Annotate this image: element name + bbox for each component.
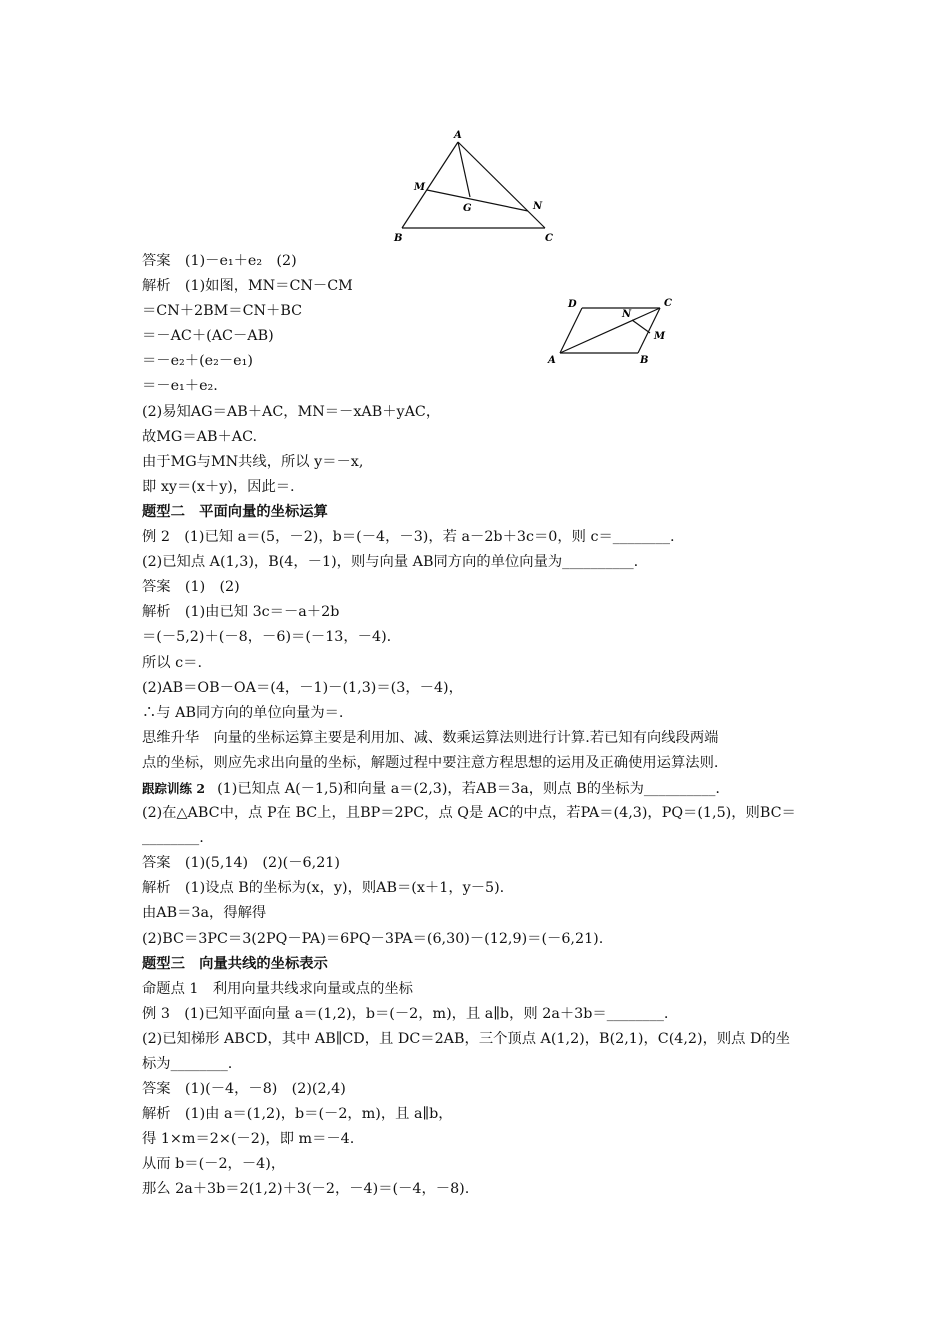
text-line: [142, 651, 822, 676]
line-text: 由于MG与MN共线，所以 y＝－x,: [142, 453, 364, 470]
label-a: A: [548, 355, 556, 366]
section-heading: [142, 952, 822, 977]
label-a: A: [454, 130, 462, 141]
label-b: B: [394, 233, 403, 244]
edge-ca: [458, 142, 545, 228]
line-text: (2)已知点 A(1,3)，B(4，－1)，则与向量 AB同方向的单位向量为__________.: [142, 554, 639, 571]
line-text: ＝－e₂＋(e₂－e₁): [142, 353, 253, 370]
text-line: [142, 851, 822, 876]
label-c: C: [545, 233, 553, 244]
exercise-tag: 跟踪训练 2: [142, 780, 206, 796]
text-line: [142, 1127, 822, 1152]
text-line: [142, 1002, 822, 1027]
line-text: (2)在△ABC中，点 P在 BC上，且BP＝2PC，点 Q是 AC的中点，若PA＝(4,3)，PQ＝(1,5)，则BC＝: [142, 805, 796, 822]
line-text: ＝－e₁＋e₂.: [142, 378, 218, 395]
text-line: [142, 299, 822, 324]
line-text: 答案 (1)－e₁＋e₂ (2): [142, 253, 297, 269]
text-line: [142, 776, 822, 801]
line-text: 题型三 向量共线的坐标表示: [142, 955, 328, 972]
line-text: ∴与 AB同方向的单位向量为＝.: [142, 704, 344, 721]
label-n: N: [533, 201, 543, 212]
line-text: 例 2 (1)已知 a＝(5，－2)，b＝(－4，－3)，若 a－2b＋3c＝0，则 c＝________.: [142, 529, 675, 546]
text-line: [142, 550, 822, 575]
line-text: 解析 (1)如图，MN＝CN－CM: [142, 278, 353, 295]
text-line: [142, 1177, 822, 1202]
line-text: ＝(－5,2)＋(－8，－6)＝(－13，－4).: [142, 629, 392, 646]
text-line: [142, 1052, 822, 1077]
text-line: [142, 1102, 822, 1127]
line-text: 从而 b＝(－2，－4)，: [142, 1156, 286, 1173]
text-line: [142, 450, 822, 475]
line-text: 答案 (1)(－4，－8) (2)(2,4): [142, 1081, 346, 1098]
text-line: [142, 274, 822, 299]
line-text: 答案 (1) (2): [142, 579, 240, 596]
line-text: 命题点 1 利用向量共线求向量或点的坐标: [142, 980, 413, 997]
text-line: [142, 324, 822, 349]
label-m: M: [654, 331, 666, 342]
line-text: (2)AB＝OB－OA＝(4，－1)－(1,3)＝(3，－4)，: [142, 679, 463, 696]
line-text: 得 1×m＝2×(－2)，即 m＝－4.: [142, 1131, 355, 1148]
text-line: [142, 801, 822, 826]
line-text: 点的坐标，则应先求出向量的坐标，解题过程中要注意方程思想的运用及正确使用运算法则.: [142, 754, 719, 771]
line-text: 例 3 (1)已知平面向量 a＝(1,2)，b＝(－2，m)，且 a∥b，则 2a＋3b＝________.: [142, 1005, 669, 1022]
text-line: [142, 751, 822, 776]
segment-mn: [427, 190, 528, 211]
text-line: [142, 726, 822, 751]
label-m: M: [414, 182, 426, 193]
line-text: 思维升华 向量的坐标运算主要是利用加、减、数乘运算法则进行计算.若已知有向线段两端: [142, 729, 719, 746]
text-line: [142, 475, 822, 500]
line-text: 解析 (1)由 a＝(1,2)，b＝(－2，m)，且 a∥b，: [142, 1106, 453, 1123]
line-text: 那么 2a＋3b＝2(1,2)＋3(－2，－4)＝(－4，－8).: [142, 1181, 470, 1198]
line-text: (1)已知点 A(－1,5)和向量 a＝(2,3)，若AB＝3a，则点 B的坐标为__________.: [217, 780, 720, 797]
line-text: 由AB＝3a，得解得: [142, 905, 267, 922]
segment-ag: [458, 142, 470, 197]
text-line: [142, 1027, 822, 1052]
text-line: [142, 676, 822, 701]
text-line: [142, 400, 822, 425]
text-line: [142, 826, 822, 851]
text-line: [142, 575, 822, 600]
text-line: [142, 1152, 822, 1177]
text-line: [142, 625, 822, 650]
text-line: [142, 701, 822, 726]
label-c: C: [664, 298, 672, 309]
line-text: 标为________.: [142, 1056, 233, 1072]
line-text: (2)易知AG＝AB＋AC，MN＝－xAB＋yAC，: [142, 403, 441, 420]
text-line: [142, 349, 822, 374]
line-text: 答案 (1)(5,14) (2)(－6,21): [142, 855, 340, 872]
triangle-figure: [380, 125, 560, 245]
line-text: 解析 (1)由已知 3c＝－a＋2b: [142, 604, 340, 621]
text-line: [142, 876, 822, 901]
line-text: (2)已知梯形 ABCD，其中 AB∥CD，且 DC＝2AB，三个顶点 A(1,2)，B(2,1)，C(4,2)，则点 D的坐: [142, 1030, 791, 1047]
label-d: D: [568, 299, 577, 310]
label-b: B: [640, 355, 649, 366]
text-line: [142, 1077, 822, 1102]
text-line: [142, 374, 822, 399]
line-text: 题型二 平面向量的坐标运算: [142, 503, 328, 520]
label-g: G: [463, 203, 472, 214]
line-text: 解析 (1)设点 B的坐标为(x，y)，则AB＝(x＋1，y－5).: [142, 880, 505, 897]
text-line: [142, 600, 822, 625]
label-n: N: [622, 309, 632, 320]
edge-ab: [402, 142, 458, 228]
text-line: [142, 901, 822, 926]
line-text: ________.: [142, 830, 204, 847]
line-text: 故MG＝AB＋AC.: [142, 428, 258, 445]
line-text: (2)BC＝3PC＝3(2PQ－PA)＝6PQ－3PA＝(6,30)－(12,9)＝(－6,21).: [142, 930, 604, 947]
line-text: 即 xy＝(x＋y)，因此＝.: [142, 478, 295, 495]
section-heading: [142, 500, 822, 525]
line-text: ＝CN＋2BM＝CN＋BC: [142, 303, 303, 320]
document-text: [142, 249, 822, 1203]
line-text: ＝－AC＋(AC－AB): [142, 328, 274, 345]
text-line: [142, 927, 822, 952]
line-text: 所以 c＝.: [142, 654, 202, 671]
text-line: [142, 977, 822, 1002]
text-line: [142, 425, 822, 450]
text-line: [142, 525, 822, 550]
text-line: [142, 249, 822, 274]
